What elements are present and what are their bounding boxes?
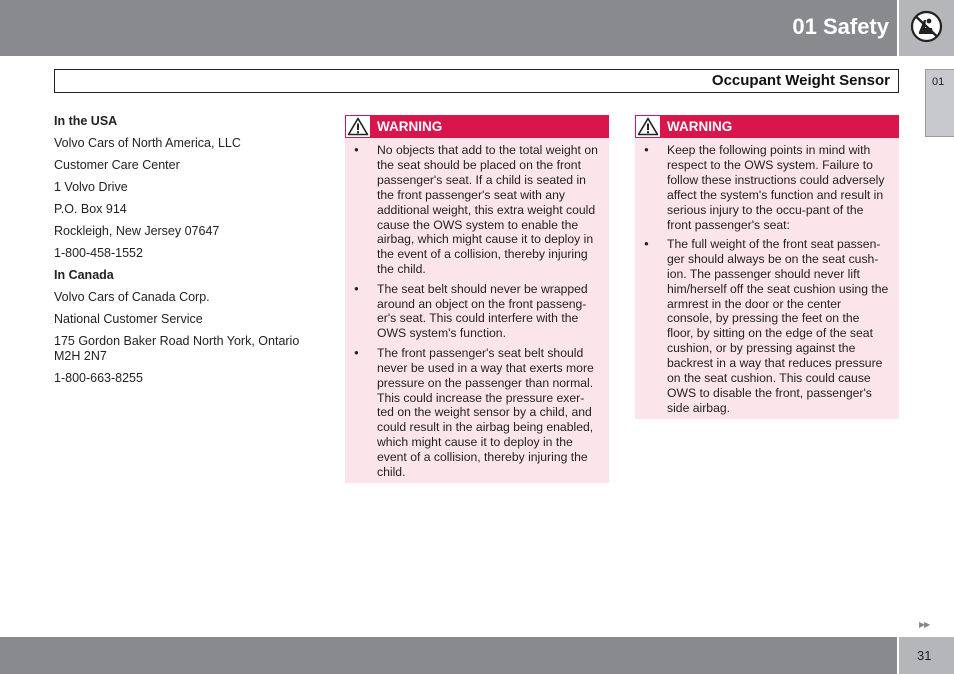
- warning-list: [345, 138, 609, 492]
- warning-item: ● The front passenger's seat belt should never be used in a way that exerts more pressure on the passenger than normal. This could increase the pressure exer-ted on the weight sensor by a child, and could result in the airbag being enabled, which might cause it to deploy in the event of a collision, thereby injuring the child.: [377, 346, 599, 480]
- double-chevron-right-icon: ▶▶: [919, 620, 930, 629]
- contact-info: [54, 114, 316, 393]
- contact-heading-usa: In the USA: [54, 114, 118, 128]
- contact-phone: 1-800-458-1552: [54, 246, 143, 260]
- warning-box: [635, 115, 899, 419]
- contact-line: Rockleigh, New Jersey 07647: [54, 224, 220, 238]
- warning-label: WARNING: [667, 119, 733, 134]
- chapter-title: 01 Safety: [792, 14, 889, 39]
- chapter-header-bar: [0, 0, 897, 56]
- page-number: 31: [917, 648, 932, 663]
- warning-header: [635, 115, 899, 138]
- warning-triangle-icon: [637, 117, 659, 136]
- warning-item: ● No objects that add to the total weight on the seat should be placed on the front passenger's seat. If a child is seated in the front passenger's seat with any additional weight, this extra weight could cause the OWS system to enable the airbag, which might cause it to deploy in the event of a collision, thereby injuring the child.: [377, 143, 599, 277]
- warning-label: WARNING: [377, 119, 443, 134]
- warning-header: [345, 115, 609, 138]
- no-child-seat-icon: [910, 10, 943, 43]
- warning-triangle-container: [636, 116, 660, 137]
- warning-item: ● The full weight of the front seat passen-ger should always be on the seat cush-ion. The passenger should never lift him/herself off the seat cushion using the armrest in the door or the center console, by pressing the feet on the floor, by sitting on the edge of the seat cushion, or by pressing against the backrest in a way that reduces pressure on the seat cushion. This could cause OWS to disable the front, passenger's side airbag.: [667, 237, 889, 416]
- section-title: Occupant Weight Sensor: [711, 72, 890, 89]
- contact-line: Customer Care Center: [54, 158, 180, 172]
- contact-heading-canada: In Canada: [54, 268, 114, 282]
- contact-line: National Customer Service: [54, 312, 203, 326]
- warning-box: [345, 115, 609, 483]
- warning-triangle-icon: [347, 117, 369, 136]
- chapter-side-tab[interactable]: [925, 69, 954, 137]
- contact-line: Volvo Cars of North America, LLC: [54, 136, 241, 150]
- contact-line: 1 Volvo Drive: [54, 180, 128, 194]
- contact-phone: 1-800-663-8255: [54, 371, 143, 385]
- contact-line: 175 Gordon Baker Road North York, Ontario M2H 2N7: [54, 334, 300, 363]
- chapter-side-tab-label: 01: [932, 76, 945, 88]
- warning-list: [635, 138, 899, 428]
- warning-item: ● The seat belt should never be wrapped around an object on the front passeng-er's seat. This could interfere with the OWS system's function.: [377, 282, 599, 342]
- warning-triangle-container: [346, 116, 370, 137]
- chapter-icon-box: [899, 0, 954, 56]
- warning-item: ● Keep the following points in mind with respect to the OWS system. Failure to follow these instructions could adversely affect the system's function and result in serious injury to the occu-pant of the front passenger's seat:: [667, 143, 889, 232]
- footer-bar: [0, 637, 897, 674]
- contact-line: P.O. Box 914: [54, 202, 127, 216]
- contact-line: Volvo Cars of Canada Corp.: [54, 290, 210, 304]
- section-title-bar: [54, 69, 899, 93]
- page-number-box: [899, 637, 954, 674]
